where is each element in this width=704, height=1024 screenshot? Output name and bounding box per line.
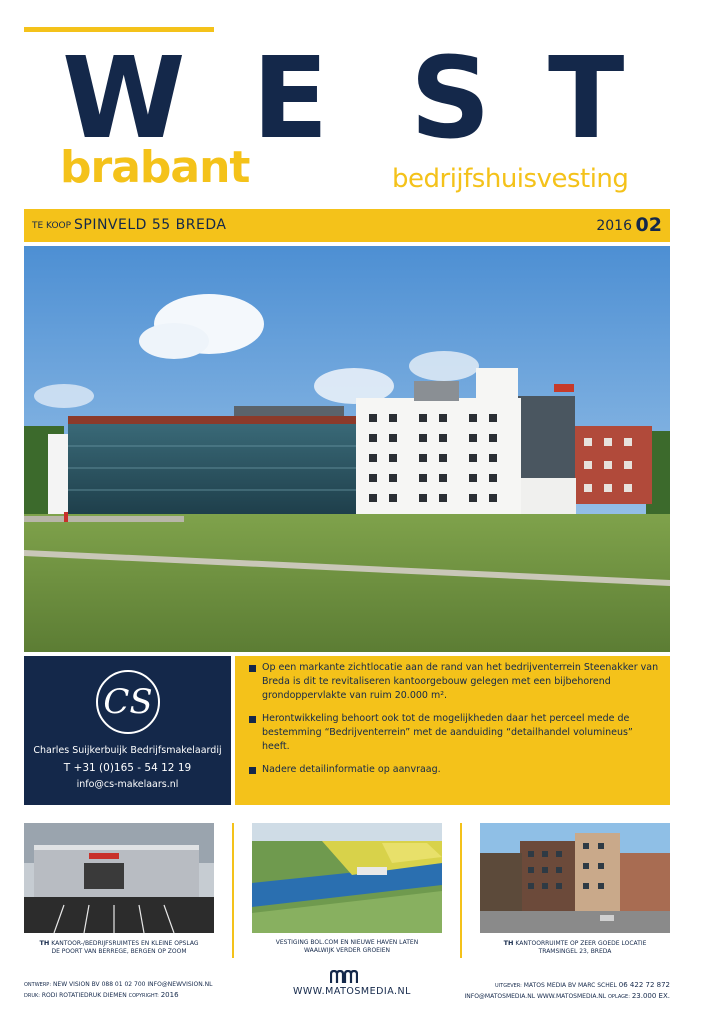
masthead-west [24,34,670,164]
thumbnail-caption: TH KANTOOR-/BEDRIJFSRUIMTES EN KLEINE OPSLAG DE POORT VAN BERREGE, BERGEN OP ZOOM [39,939,199,955]
agent-name: Charles Suijkerbuijk Bedrijfsmakelaardij [33,745,222,756]
main-building-photo [24,246,670,652]
issue-number: 02 [635,214,662,236]
thumbnail-caption: TH KANTOORRUIMTE OP ZEER GOEDE LOCATIE TRAMSINGEL 23, BREDA [503,939,647,955]
thumbnail-caption: VESTIGING BOL.COM EN NIEUWE HAVEN LATEN WAALWIJK VERDER GROEIEN [275,939,419,954]
footer-credits: ONTWERP: NEW VISION BV 088 01 02 700 INFO@NEWVISION.NL DRUK: RODI ROTATIEDRUK DIEMEN COPYRIGHT: 2016 [24,981,213,999]
thumbnail-tramsingel[interactable] [480,823,670,933]
masthead-letter-e: E [252,34,329,164]
matosmedia-logo-icon [330,970,358,984]
masthead-letter-s: S [410,34,491,164]
thumbnail-berrege[interactable] [24,823,214,933]
masthead-region: brabant [60,142,250,193]
top-accent-rule [24,27,214,32]
description-item: Herontwikkeling behoort ook tot de mogelijkheden daar het perceel mede de bestemming “Bedrijventerrein” met de aanduiding “detailhandel volumineus” heeft. [249,712,660,754]
property-description [235,656,670,805]
thumbnail-separator [460,823,462,958]
masthead-letter-t: T [548,34,625,164]
publisher-website[interactable]: WWW.MATOSMEDIA.NL [293,986,411,997]
agent-contact-panel [24,656,231,805]
description-item: Nadere detailinformatie op aanvraag. [249,763,660,777]
description-item: Op een markante zichtlocatie aan de rand van het bedrijventerrein Steenakker van Breda is dit te revitaliseren kantoorgebouw gelegen met een bijbehorend grondoppervlakte van ruim 20.000 m². [249,661,660,703]
masthead-letter-w: W [62,34,186,164]
footer-publisher: UITGEVER: MATOS MEDIA BV MARC SCHEL 06 422 72 872 INFO@MATOSMEDIA.NL WWW.MATOSMEDIA.NL OPLAGE: 23.000 EX. [464,981,670,1000]
thumbnail-separator [232,823,234,958]
bullet-square-icon [249,716,256,723]
masthead-subtitle: bedrijfshuisvesting [392,164,629,194]
bullet-square-icon [249,665,256,672]
listing-banner [24,209,670,242]
agent-logo: CS [96,670,160,734]
bullet-square-icon [249,767,256,774]
listing-address: SPINVELD 55 BREDA [74,217,227,233]
listing-tag: TE KOOP [32,221,72,231]
issue-year: 2016 [596,218,632,234]
agent-email[interactable]: info@cs-makelaars.nl [76,779,179,790]
agent-phone: T +31 (0)165 - 54 12 19 [63,762,192,774]
thumbnail-bolcom-haven[interactable] [252,823,442,933]
